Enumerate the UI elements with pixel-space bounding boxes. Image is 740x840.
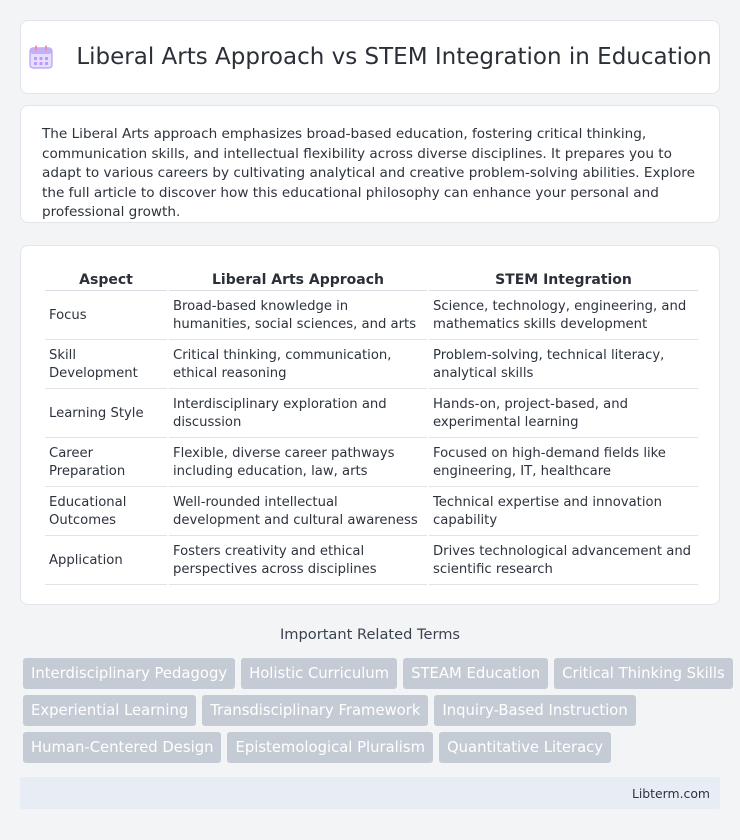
tag-epistemological-pluralism[interactable]: Epistemological Pluralism: [227, 732, 433, 763]
tag-interdisciplinary-pedagogy[interactable]: Interdisciplinary Pedagogy: [23, 658, 235, 689]
tag-steam-education[interactable]: STEAM Education: [403, 658, 548, 689]
row-liberal-arts: Fosters creativity and ethical perspectives across disciplines: [169, 538, 427, 585]
tag-row: [23, 658, 723, 689]
tag-quantitative-literacy[interactable]: Quantitative Literacy: [439, 732, 611, 763]
row-aspect: Career Preparation: [45, 440, 167, 487]
table-row: [45, 391, 698, 438]
tag-critical-thinking-skills[interactable]: Critical Thinking Skills: [554, 658, 733, 689]
row-stem: Science, technology, engineering, and mathematics skills development: [429, 293, 698, 340]
tag-row: [23, 695, 723, 726]
table-row: [45, 489, 698, 536]
header-liberal-arts: Liberal Arts Approach: [169, 268, 427, 291]
table-header-row: [45, 268, 698, 291]
row-aspect: Skill Development: [45, 342, 167, 389]
page-title: Liberal Arts Approach vs STEM Integration in Education: [76, 44, 712, 70]
row-stem: Hands-on, project-based, and experimental learning: [429, 391, 698, 438]
tag-inquiry-based-instruction[interactable]: Inquiry-Based Instruction: [434, 695, 635, 726]
row-stem: Drives technological advancement and scientific research: [429, 538, 698, 585]
tag-experiential-learning[interactable]: Experiential Learning: [23, 695, 196, 726]
comparison-card: [20, 245, 720, 605]
row-aspect: Learning Style: [45, 391, 167, 438]
table-row: [45, 538, 698, 585]
intro-text: The Liberal Arts approach emphasizes broad-based education, fostering critical thinking, communication skills, and intellectual flexibility across diverse disciplines. It prepares you to adapt to various careers by cultivating analytical and creative problem-solving abilities. Explore the full article to discover how this educational philosophy can enhance your personal and professional growth.: [42, 126, 695, 220]
related-terms-title: Important Related Terms: [279, 626, 461, 643]
related-terms: [23, 658, 723, 769]
row-stem: Focused on high-demand fields like engineering, IT, healthcare: [429, 440, 698, 487]
tag-human-centered-design[interactable]: Human-Centered Design: [23, 732, 221, 763]
title-card: [20, 20, 720, 94]
row-liberal-arts: Interdisciplinary exploration and discussion: [169, 391, 427, 438]
table-row: [45, 342, 698, 389]
row-stem: Problem-solving, technical literacy, analytical skills: [429, 342, 698, 389]
tag-transdisciplinary-framework[interactable]: Transdisciplinary Framework: [202, 695, 428, 726]
footer: [20, 777, 720, 809]
row-aspect: Educational Outcomes: [45, 489, 167, 536]
row-stem: Technical expertise and innovation capability: [429, 489, 698, 536]
header-stem: STEM Integration: [429, 268, 698, 291]
table-row: [45, 440, 698, 487]
intro-card: [20, 105, 720, 223]
row-aspect: Focus: [45, 293, 167, 340]
table-row: [45, 293, 698, 340]
tag-holistic-curriculum[interactable]: Holistic Curriculum: [241, 658, 397, 689]
row-liberal-arts: Critical thinking, communication, ethical reasoning: [169, 342, 427, 389]
tag-row: [23, 732, 723, 763]
row-liberal-arts: Well-rounded intellectual development and cultural awareness: [169, 489, 427, 536]
header-aspect: Aspect: [45, 268, 167, 291]
row-aspect: Application: [45, 538, 167, 585]
footer-site-link[interactable]: Libterm.com: [631, 785, 710, 801]
calendar-icon: [28, 44, 54, 70]
comparison-table: [43, 266, 700, 587]
row-liberal-arts: Flexible, diverse career pathways including education, law, arts: [169, 440, 427, 487]
row-liberal-arts: Broad-based knowledge in humanities, social sciences, and arts: [169, 293, 427, 340]
